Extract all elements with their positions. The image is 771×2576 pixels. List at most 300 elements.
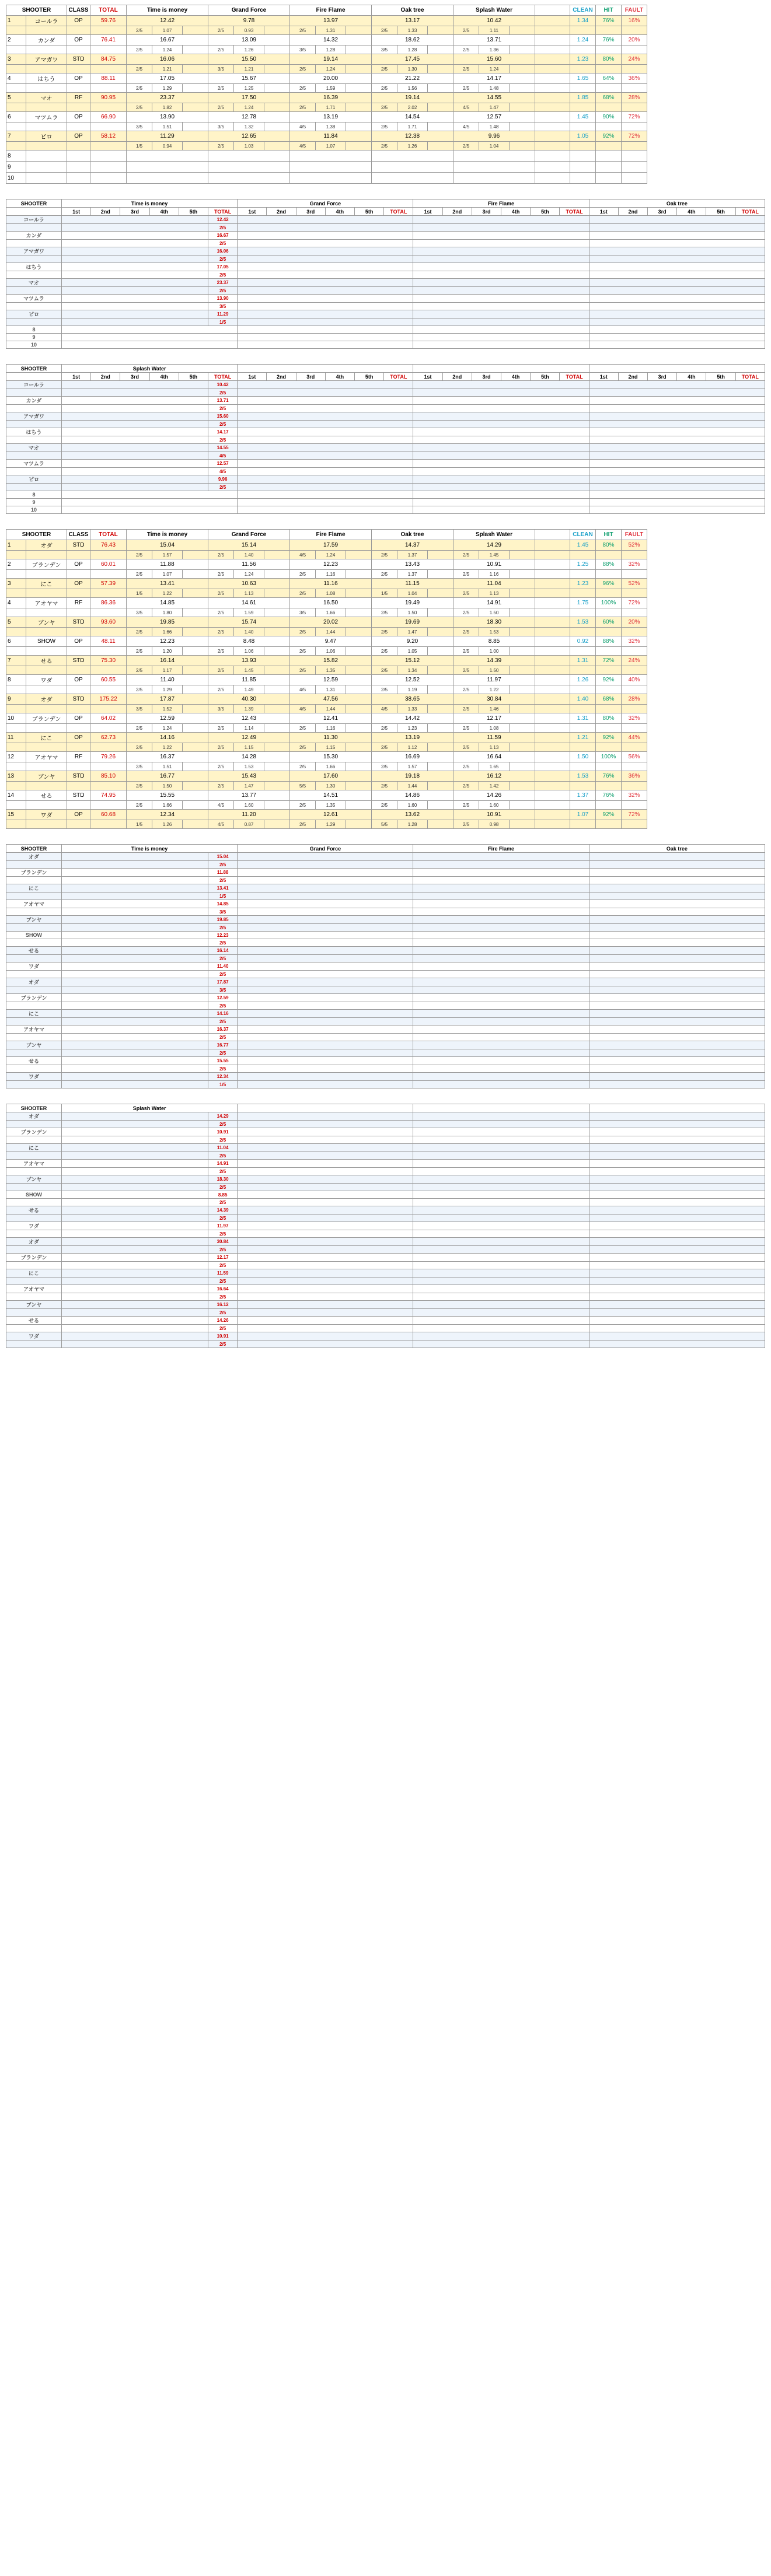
stage-avg: 1.60 bbox=[479, 801, 510, 810]
stage-avg: 1.12 bbox=[397, 743, 428, 752]
stage-avg: 1.26 bbox=[152, 820, 183, 829]
header-stat-2: HIT bbox=[596, 530, 622, 540]
shooter-name: ピロ bbox=[26, 131, 67, 142]
class: RF bbox=[67, 752, 90, 762]
stage-fraction: 2/5 bbox=[453, 142, 479, 150]
shooter-name: ブンヤ bbox=[26, 617, 67, 628]
list-subitem bbox=[6, 939, 765, 947]
stage-time: 15.12 bbox=[372, 656, 453, 666]
shooter-name: せる bbox=[26, 656, 67, 666]
table-subrow bbox=[6, 84, 647, 93]
stage-fraction: 2/5 bbox=[208, 1293, 238, 1301]
total: 57.39 bbox=[90, 579, 127, 589]
gap bbox=[535, 5, 570, 16]
shooter-name: ワダ bbox=[6, 1073, 62, 1081]
stage-fraction: 2/5 bbox=[208, 1246, 238, 1254]
stage-time: 13.90 bbox=[127, 112, 208, 123]
shooter-name: ワダ bbox=[6, 1222, 62, 1230]
header-stage-4: Oak tree bbox=[589, 845, 765, 853]
stage-fraction: 2/5 bbox=[208, 1340, 238, 1348]
stage-avg: 1.26 bbox=[397, 142, 428, 150]
rank: 12 bbox=[6, 752, 26, 762]
rank: 6 bbox=[6, 636, 26, 647]
shooter-name: ブンヤ bbox=[6, 916, 62, 924]
stage-avg: 1.57 bbox=[152, 551, 183, 559]
list-item bbox=[6, 932, 765, 939]
stage-fraction: 2/5 bbox=[290, 103, 316, 112]
list-subitem bbox=[6, 1262, 765, 1269]
stage-fraction: 2/5 bbox=[208, 628, 234, 636]
table-row bbox=[6, 112, 647, 123]
list-item bbox=[6, 1112, 765, 1121]
stage-fraction: 2/5 bbox=[453, 666, 479, 675]
stage-fraction: 2/5 bbox=[290, 724, 316, 733]
stage-fraction: 1/5 bbox=[372, 589, 397, 598]
col-5th: 5th bbox=[531, 373, 560, 381]
stage-fraction: 2/5 bbox=[453, 820, 479, 829]
stage-avg: 1.13 bbox=[479, 743, 510, 752]
stage-fraction: 2/5 bbox=[208, 142, 234, 150]
shooter-name: ブランデン bbox=[6, 1128, 62, 1136]
stage-fraction: 2/5 bbox=[208, 1309, 238, 1317]
stage-time: 12.34 bbox=[127, 810, 208, 820]
stage-time: 15.04 bbox=[127, 540, 208, 551]
stage-total: 11.40 bbox=[208, 963, 238, 971]
stage-time: 12.38 bbox=[372, 131, 453, 142]
header-total: TOTAL bbox=[90, 530, 127, 540]
stage-total: 16.64 bbox=[208, 1285, 238, 1293]
stage-fraction: 2/5 bbox=[208, 1214, 238, 1222]
stage-fraction: 2/5 bbox=[208, 1152, 238, 1160]
table-subrow bbox=[6, 103, 647, 112]
col-4th: 4th bbox=[677, 208, 706, 216]
table-row bbox=[6, 733, 647, 743]
stage-fraction: 1/5 bbox=[208, 892, 238, 900]
table-subrow bbox=[6, 628, 647, 636]
list-item bbox=[6, 1317, 765, 1325]
stage-time: 16.12 bbox=[453, 771, 535, 782]
stage-time: 12.78 bbox=[208, 112, 290, 123]
stage-avg: 1.13 bbox=[234, 589, 264, 598]
col-3rd: 3rd bbox=[120, 208, 149, 216]
gap bbox=[535, 810, 570, 820]
stage-fraction: 2/5 bbox=[208, 1049, 238, 1057]
stat-1: 1.31 bbox=[570, 656, 596, 666]
shooter-name: マツムラ bbox=[6, 295, 62, 303]
list-item bbox=[6, 1175, 765, 1184]
table-subrow bbox=[6, 589, 647, 598]
stage-fraction: 2/5 bbox=[208, 224, 238, 232]
col-1st: 1st bbox=[238, 373, 267, 381]
col-total: TOTAL bbox=[735, 373, 765, 381]
stage-avg: 1.26 bbox=[234, 46, 264, 54]
stage-avg: 1.66 bbox=[152, 801, 183, 810]
stage-fraction: 2/5 bbox=[208, 877, 238, 884]
rank: 14 bbox=[6, 790, 26, 801]
summary-body-2 bbox=[6, 540, 647, 829]
stage-avg: 1.45 bbox=[479, 551, 510, 559]
header-stage-1: Time is money bbox=[127, 530, 208, 540]
stage-avg: 1.57 bbox=[397, 762, 428, 771]
shooter-name: にこ bbox=[6, 1144, 62, 1152]
stage-time: 11.16 bbox=[290, 579, 372, 589]
stage-fraction: 2/5 bbox=[290, 647, 316, 656]
stage-time: 15.60 bbox=[453, 54, 535, 65]
stage-avg: 1.11 bbox=[479, 26, 510, 35]
stage-time: 16.64 bbox=[453, 752, 535, 762]
stage-time: 11.40 bbox=[127, 675, 208, 685]
col-4th: 4th bbox=[677, 373, 706, 381]
stage-time: 14.61 bbox=[208, 598, 290, 608]
stage-fraction: 2/5 bbox=[208, 1168, 238, 1175]
stat-3: 72% bbox=[622, 131, 647, 142]
list-subitem bbox=[6, 1049, 765, 1057]
stat-1: 1.23 bbox=[570, 54, 596, 65]
stage-fraction: 2/5 bbox=[208, 724, 234, 733]
stage-avg: 1.24 bbox=[152, 724, 183, 733]
col-1st: 1st bbox=[413, 208, 442, 216]
shooter-name: アオヤマ bbox=[6, 900, 62, 908]
gap bbox=[535, 598, 570, 608]
stage-total: 14.55 bbox=[208, 444, 238, 452]
rank: 7 bbox=[6, 131, 26, 142]
stage-fraction: 2/5 bbox=[208, 1065, 238, 1073]
stage-time: 13.71 bbox=[453, 35, 535, 46]
rank: 3 bbox=[6, 579, 26, 589]
col-3rd: 3rd bbox=[296, 373, 325, 381]
stage-fraction: 4/5 bbox=[290, 551, 316, 559]
class: OP bbox=[67, 713, 90, 724]
stage-fraction: 2/5 bbox=[453, 647, 479, 656]
stage-fraction: 2/5 bbox=[208, 924, 238, 932]
stat-1: 0.92 bbox=[570, 636, 596, 647]
stage-avg: 1.48 bbox=[479, 84, 510, 93]
stat-2: 100% bbox=[596, 598, 622, 608]
stage-avg: 1.45 bbox=[234, 666, 264, 675]
stage-avg: 1.49 bbox=[234, 685, 264, 694]
stage-fraction: 2/5 bbox=[208, 647, 234, 656]
stage-avg: 1.04 bbox=[397, 589, 428, 598]
header-stage-2: Grand Force bbox=[208, 530, 290, 540]
stage-time: 14.86 bbox=[372, 790, 453, 801]
stage-fraction: 2/5 bbox=[208, 405, 238, 412]
header-shooter: SHOOTER bbox=[6, 1104, 62, 1112]
col-5th: 5th bbox=[531, 208, 560, 216]
stage-avg: 1.07 bbox=[152, 26, 183, 35]
stage-fraction: 4/5 bbox=[290, 142, 316, 150]
stage-fraction: 2/5 bbox=[208, 436, 238, 444]
col-1st: 1st bbox=[413, 373, 442, 381]
stage-fraction: 2/5 bbox=[127, 647, 152, 656]
stage-avg: 1.53 bbox=[479, 628, 510, 636]
stage-fraction: 2/5 bbox=[208, 1262, 238, 1269]
shooter-name: にこ bbox=[6, 1269, 62, 1278]
list-subitem bbox=[6, 1065, 765, 1073]
list-item bbox=[6, 1222, 765, 1230]
stage-avg: 1.31 bbox=[316, 685, 346, 694]
list-item bbox=[6, 1160, 765, 1168]
stage-total: 15.04 bbox=[208, 853, 238, 861]
stage-time: 11.84 bbox=[290, 131, 372, 142]
stage-total: 15.60 bbox=[208, 412, 238, 421]
stage-time: 12.59 bbox=[290, 675, 372, 685]
rank: 1 bbox=[6, 16, 26, 26]
col-1st: 1st bbox=[62, 373, 91, 381]
stage-avg: 1.56 bbox=[397, 84, 428, 93]
stage-avg: 1.35 bbox=[316, 801, 346, 810]
total: 79.26 bbox=[90, 752, 127, 762]
stage-fraction: 4/5 bbox=[208, 452, 238, 460]
shooter-name: はちう bbox=[6, 428, 62, 436]
class: OP bbox=[67, 35, 90, 46]
stage-total: 17.05 bbox=[208, 263, 238, 271]
stage-time: 30.84 bbox=[453, 694, 535, 705]
class: OP bbox=[67, 131, 90, 142]
stage-time: 17.50 bbox=[208, 93, 290, 103]
list-subitem bbox=[6, 1018, 765, 1026]
stat-3: 44% bbox=[622, 733, 647, 743]
gap bbox=[535, 675, 570, 685]
stage-time: 38.65 bbox=[372, 694, 453, 705]
stage-time: 15.82 bbox=[290, 656, 372, 666]
stage-fraction: 2/5 bbox=[372, 666, 397, 675]
total: 84.75 bbox=[90, 54, 127, 65]
col-2nd: 2nd bbox=[442, 373, 472, 381]
stage-fraction: 2/5 bbox=[208, 26, 234, 35]
stage-avg: 1.39 bbox=[234, 705, 264, 713]
stat-1: 1.75 bbox=[570, 598, 596, 608]
stage-total: 11.97 bbox=[208, 1222, 238, 1230]
stage-avg: 1.00 bbox=[479, 647, 510, 656]
gap bbox=[535, 771, 570, 782]
rank: 11 bbox=[6, 733, 26, 743]
list-subitem bbox=[6, 1325, 765, 1332]
rank: 9 bbox=[6, 694, 26, 705]
table-subrow bbox=[6, 142, 647, 150]
list-item bbox=[6, 963, 765, 971]
stage-fraction: 2/5 bbox=[290, 743, 316, 752]
stage-total: 16.67 bbox=[208, 232, 238, 240]
stat-1: 1.53 bbox=[570, 617, 596, 628]
stage-time: 19.14 bbox=[372, 93, 453, 103]
stat-1: 1.37 bbox=[570, 790, 596, 801]
stat-3: 24% bbox=[622, 656, 647, 666]
col-1st: 1st bbox=[238, 208, 267, 216]
shooter-name: はちう bbox=[6, 263, 62, 271]
stage-avg: 1.16 bbox=[316, 570, 346, 579]
list-item bbox=[6, 1332, 765, 1340]
col-total: TOTAL bbox=[208, 208, 238, 216]
table-row bbox=[6, 790, 647, 801]
list-subitem bbox=[6, 1168, 765, 1175]
shooter-name: にこ bbox=[26, 733, 67, 743]
stage-fraction: 2/5 bbox=[372, 26, 397, 35]
stat-2: 92% bbox=[596, 733, 622, 743]
stage-fraction: 4/5 bbox=[453, 103, 479, 112]
stage-avg: 1.50 bbox=[479, 608, 510, 617]
stage-time: 16.67 bbox=[127, 35, 208, 46]
stage-time: 16.39 bbox=[290, 93, 372, 103]
stage-avg: 1.44 bbox=[397, 782, 428, 790]
stage-avg: 1.82 bbox=[152, 103, 183, 112]
col-4th: 4th bbox=[325, 373, 354, 381]
stat-3: 72% bbox=[622, 598, 647, 608]
splash-table-1 bbox=[6, 364, 759, 514]
stage-fraction: 1/5 bbox=[208, 1081, 238, 1088]
col-2nd: 2nd bbox=[618, 208, 647, 216]
stage-avg: 1.08 bbox=[316, 589, 346, 598]
total: 60.55 bbox=[90, 675, 127, 685]
stage-fraction: 2/5 bbox=[372, 570, 397, 579]
col-total: TOTAL bbox=[384, 208, 413, 216]
stage-avg: 1.07 bbox=[316, 142, 346, 150]
gap bbox=[535, 713, 570, 724]
shooter-name: SHOW bbox=[6, 1191, 62, 1199]
stage-total: 14.26 bbox=[208, 1317, 238, 1325]
stat-2: 68% bbox=[596, 694, 622, 705]
header-stage-1: Time is money bbox=[62, 200, 238, 208]
table-row bbox=[6, 810, 647, 820]
list-item bbox=[6, 1073, 765, 1081]
stage-time: 11.15 bbox=[372, 579, 453, 589]
stat-2: 60% bbox=[596, 617, 622, 628]
rank: 4 bbox=[6, 74, 26, 84]
stage-fraction: 2/5 bbox=[453, 762, 479, 771]
stage-fraction: 2/5 bbox=[208, 861, 238, 869]
class: RF bbox=[67, 598, 90, 608]
stage-time: 9.47 bbox=[290, 636, 372, 647]
col-1st: 1st bbox=[589, 373, 618, 381]
stage-time: 17.87 bbox=[127, 694, 208, 705]
stage-time: 14.51 bbox=[290, 790, 372, 801]
shooter-name: せる bbox=[6, 1057, 62, 1065]
class: STD bbox=[67, 656, 90, 666]
stage-time: 13.09 bbox=[208, 35, 290, 46]
header-stage-1: Time is money bbox=[62, 845, 238, 853]
stage-time: 12.65 bbox=[208, 131, 290, 142]
stage-total: 12.17 bbox=[208, 1254, 238, 1262]
header-stage-2: Grand Force bbox=[238, 845, 413, 853]
stat-2: 80% bbox=[596, 713, 622, 724]
stage-avg: 1.66 bbox=[316, 608, 346, 617]
shooter-name: ブンヤ bbox=[6, 1175, 62, 1184]
stage-avg: 1.29 bbox=[152, 685, 183, 694]
stage-fraction: 2/5 bbox=[453, 84, 479, 93]
table-row bbox=[6, 598, 647, 608]
shooter-name: オダ bbox=[26, 540, 67, 551]
shooter-name: ブランデン bbox=[26, 713, 67, 724]
stage-time: 20.00 bbox=[290, 74, 372, 84]
stage-total: 11.04 bbox=[208, 1144, 238, 1152]
stage-avg: 2.02 bbox=[397, 103, 428, 112]
header-stat-2: HIT bbox=[596, 5, 622, 16]
stage-time: 10.91 bbox=[453, 559, 535, 570]
shooter-name: コールラ bbox=[26, 16, 67, 26]
header-stage-5: Splash Water bbox=[453, 530, 535, 540]
class: OP bbox=[67, 579, 90, 589]
header-stage-5: Splash Water bbox=[62, 1104, 238, 1112]
stat-2: 92% bbox=[596, 810, 622, 820]
stage-fraction: 3/5 bbox=[208, 303, 238, 310]
total: 59.76 bbox=[90, 16, 127, 26]
gap bbox=[535, 790, 570, 801]
stage-fraction: 2/5 bbox=[453, 705, 479, 713]
col-3rd: 3rd bbox=[648, 208, 677, 216]
stat-3: 56% bbox=[622, 752, 647, 762]
stage-time: 15.43 bbox=[208, 771, 290, 782]
stage-fraction: 2/5 bbox=[208, 271, 238, 279]
stage-time: 11.85 bbox=[208, 675, 290, 685]
shooter-name: マオ bbox=[26, 93, 67, 103]
header-stage-3: Fire Flame bbox=[290, 530, 372, 540]
stage-avg: 1.44 bbox=[316, 628, 346, 636]
stage-time: 16.50 bbox=[290, 598, 372, 608]
stage-fraction: 2/5 bbox=[208, 743, 234, 752]
stage-avg: 0.94 bbox=[152, 142, 183, 150]
stage-fraction: 2/5 bbox=[208, 1230, 238, 1238]
stage-total: 16.77 bbox=[208, 1041, 238, 1049]
stage-fraction: 2/5 bbox=[208, 1136, 238, 1144]
col-total: TOTAL bbox=[208, 373, 238, 381]
stage-avg: 1.59 bbox=[234, 608, 264, 617]
list-item bbox=[6, 869, 765, 877]
shooter-name: ピロ bbox=[6, 475, 62, 484]
list-item bbox=[6, 1144, 765, 1152]
stage-time: 11.97 bbox=[453, 675, 535, 685]
stage-fraction: 2/5 bbox=[208, 421, 238, 428]
stage-avg: 1.28 bbox=[316, 46, 346, 54]
list-item bbox=[6, 1301, 765, 1309]
stage-time: 16.77 bbox=[127, 771, 208, 782]
gap bbox=[535, 559, 570, 570]
stage-time: 13.77 bbox=[208, 790, 290, 801]
list-item bbox=[6, 1269, 765, 1278]
stage-fraction: 2/5 bbox=[208, 1018, 238, 1026]
rank: 5 bbox=[6, 617, 26, 628]
stage-fraction: 2/5 bbox=[372, 103, 397, 112]
table-subrow bbox=[6, 724, 647, 733]
stage-avg: 0.98 bbox=[479, 820, 510, 829]
shooter-name: ブンヤ bbox=[6, 1041, 62, 1049]
stage-fraction: 2/5 bbox=[453, 608, 479, 617]
stat-1: 1.53 bbox=[570, 771, 596, 782]
table-subrow bbox=[6, 608, 647, 617]
gap bbox=[535, 733, 570, 743]
stage-total: 8.85 bbox=[208, 1191, 238, 1199]
stat-3: 32% bbox=[622, 636, 647, 647]
stage-time: 13.19 bbox=[372, 733, 453, 743]
stat-3: 28% bbox=[622, 694, 647, 705]
header-stage-4: Oak tree bbox=[589, 200, 765, 208]
stage-time: 19.14 bbox=[290, 54, 372, 65]
col-2nd: 2nd bbox=[91, 208, 120, 216]
shooter-name: アマガワ bbox=[6, 412, 62, 421]
class: RF bbox=[67, 93, 90, 103]
list-item bbox=[6, 1191, 765, 1199]
stage-avg: 1.24 bbox=[234, 570, 264, 579]
gap bbox=[535, 656, 570, 666]
stage-time: 16.14 bbox=[127, 656, 208, 666]
stage-fraction: 2/5 bbox=[208, 685, 234, 694]
stage-avg: 1.52 bbox=[152, 705, 183, 713]
col-5th: 5th bbox=[355, 208, 384, 216]
col-3rd: 3rd bbox=[296, 208, 325, 216]
rank: 9 bbox=[6, 162, 26, 173]
stage-avg: 1.30 bbox=[397, 65, 428, 74]
stage-time: 14.55 bbox=[453, 93, 535, 103]
stage-time: 11.20 bbox=[208, 810, 290, 820]
stage-avg: 1.40 bbox=[234, 628, 264, 636]
